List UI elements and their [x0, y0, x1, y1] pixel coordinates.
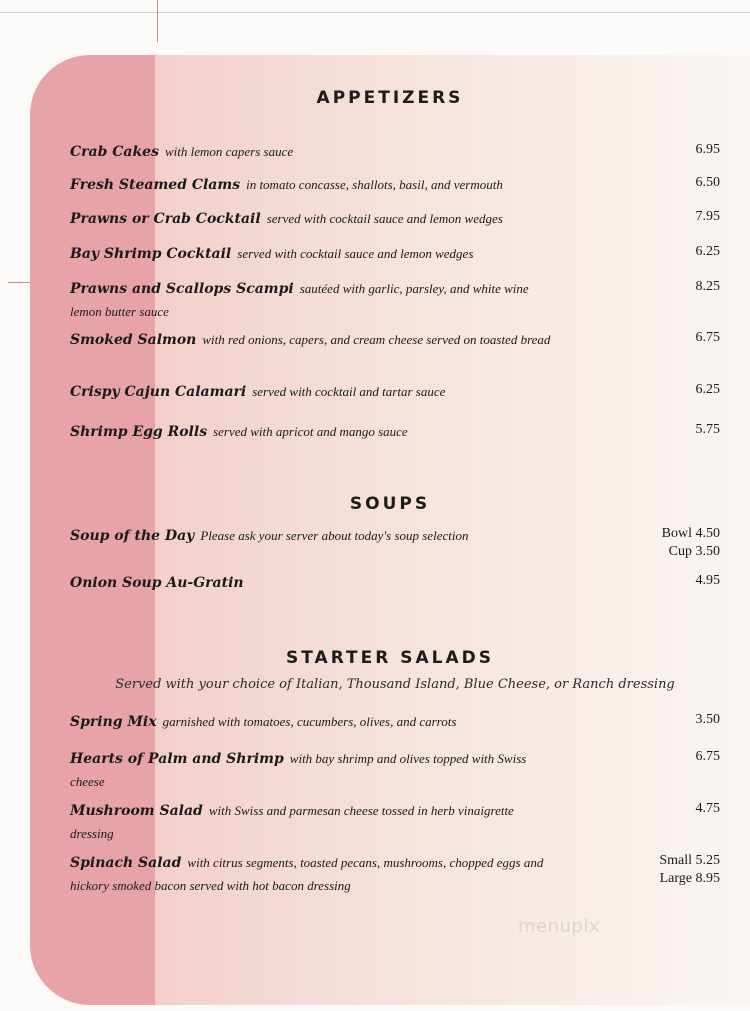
item-price: 5.75 [695, 422, 720, 437]
menu-item [70, 140, 565, 163]
menu-item [70, 207, 565, 230]
item-description: served with cocktail and tartar sauce [252, 384, 446, 399]
item-price: 3.50 [695, 712, 720, 727]
item-price: 6.75 [695, 330, 720, 345]
section-title-soups: SOUPS [349, 494, 431, 514]
item-price: 6.50 [695, 175, 720, 190]
item-name: Spinach Salad [70, 855, 182, 871]
menu-item [70, 524, 565, 547]
item-price: 4.95 [695, 573, 720, 588]
item-price: Small 5.25 Large 8.95 [659, 853, 720, 886]
item-description: served with apricot and mango sauce [213, 424, 408, 439]
item-name: Hearts of Palm and Shrimp [70, 751, 284, 767]
item-description: with Swiss and parmesan cheese tossed in herb vinaigrette dressing [70, 803, 514, 841]
item-description: garnished with tomatoes, cucumbers, olives, and carrots [162, 714, 457, 729]
section-title-appetizers: APPETIZERS [316, 88, 464, 108]
item-description: in tomato concasse, shallots, basil, and vermouth [246, 177, 503, 192]
menu-item [70, 380, 565, 403]
menu-item [70, 799, 560, 844]
item-name: Shrimp Egg Rolls [70, 424, 208, 440]
menu-item [70, 710, 565, 733]
menu-item [70, 851, 565, 896]
item-description: with red onions, capers, and cream cheese served on toasted bread [202, 332, 551, 347]
item-price: Bowl 4.50 Cup 3.50 [661, 526, 720, 559]
section-note-dressings: Served with your choice of Italian, Thousand Island, Blue Cheese, or Ranch dressing [115, 677, 675, 692]
item-name: Mushroom Salad [70, 803, 203, 819]
item-price: 8.25 [695, 279, 720, 294]
item-price: 6.95 [695, 142, 720, 157]
item-price: 6.25 [695, 382, 720, 397]
item-name: Spring Mix [70, 714, 157, 730]
menu-item [70, 242, 565, 265]
item-description: served with cocktail sauce and lemon wedges [237, 246, 474, 261]
item-name: Bay Shrimp Cocktail [70, 246, 232, 262]
menu-item [70, 173, 565, 196]
menu-item [70, 277, 560, 322]
section-title-salads: STARTER SALADS [286, 648, 494, 668]
menu-item [70, 328, 560, 351]
item-name: Soup of the Day [70, 528, 195, 544]
item-price: 6.75 [695, 749, 720, 764]
item-name: Crab Cakes [70, 144, 159, 160]
watermark-logo: menupix [518, 916, 601, 937]
item-description: served with cocktail sauce and lemon wedges [266, 211, 503, 226]
item-price: 4.75 [695, 801, 720, 816]
item-name: Fresh Steamed Clams [70, 177, 241, 193]
menu-item [70, 571, 565, 594]
menu-item [70, 747, 560, 792]
menu-item [70, 420, 565, 443]
item-price: 6.25 [695, 244, 720, 259]
item-description: Please ask your server about today's soup selection [200, 528, 469, 543]
item-description: with citrus segments, toasted pecans, mushrooms, chopped eggs and hickory smoked bacon served with hot bacon dressing [70, 855, 544, 893]
item-description: with lemon capers sauce [164, 144, 294, 159]
item-description: sautéed with garlic, parsley, and white wine lemon butter sauce [70, 281, 529, 319]
item-description: with bay shrimp and olives topped with Swiss cheese [70, 751, 527, 789]
item-name: Prawns or Crab Cocktail [70, 211, 261, 227]
item-name: Prawns and Scallops Scampi [70, 281, 294, 297]
item-price: 7.95 [695, 209, 720, 224]
item-name: Onion Soup Au-Gratin [70, 575, 244, 591]
item-name: Crispy Cajun Calamari [70, 384, 247, 400]
item-name: Smoked Salmon [70, 332, 197, 348]
